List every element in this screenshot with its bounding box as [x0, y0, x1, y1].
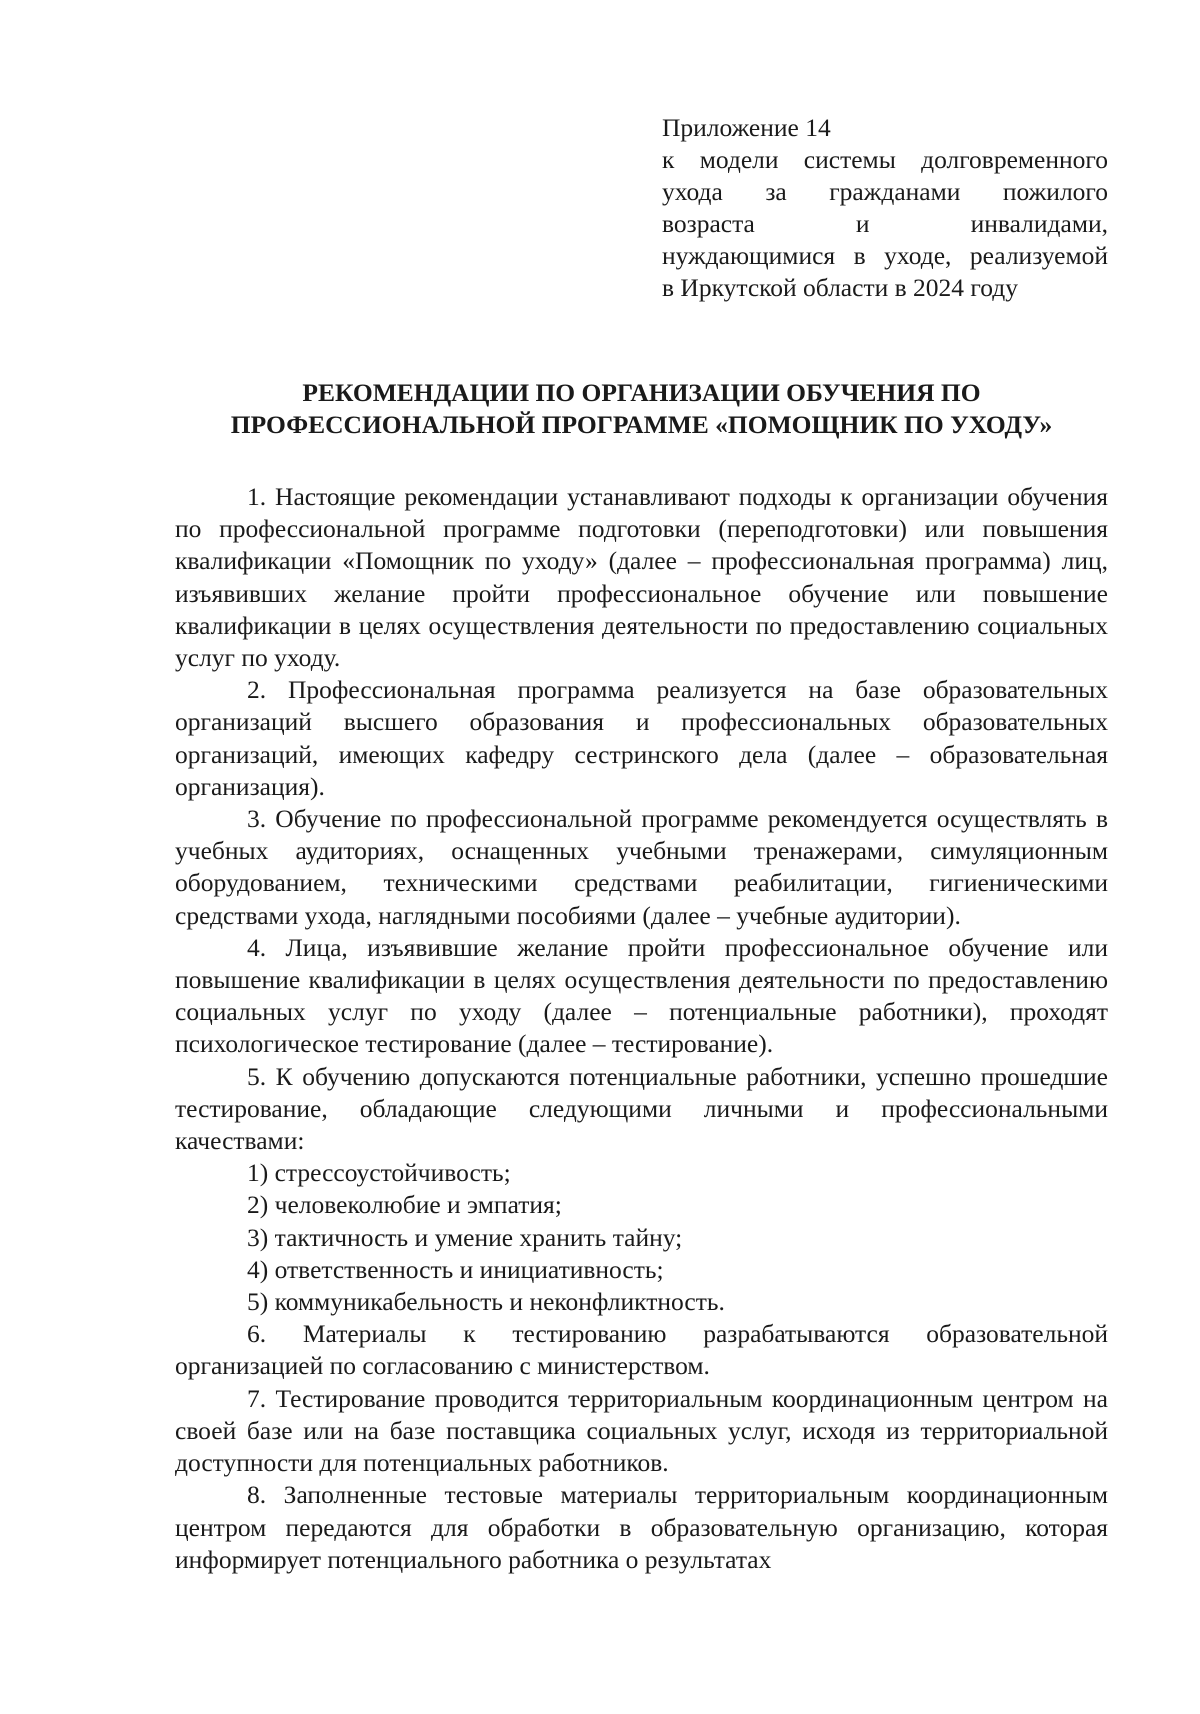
- title-line-2: ПРОФЕССИОНАЛЬНОЙ ПРОГРАММЕ «ПОМОЩНИК ПО УХОДУ»: [230, 410, 1053, 439]
- appendix-line: нуждающимися в уходе, реализуемой: [662, 241, 1108, 270]
- quality-item: 3) тактичность и умение хранить тайну;: [247, 1222, 683, 1252]
- appendix-line: ухода за гражданами пожилого: [662, 177, 1108, 206]
- paragraph-4: 4. Лица, изъявившие желание пройти профессиональное обучение или повышение квалификации в целях осуществления деятельности по предоставлению социальных услуг по уходу (далее – потенциальные работники), проходят психологическое тестирование (далее – тестирование).: [175, 932, 1108, 1059]
- appendix-line: Приложение 14: [662, 113, 831, 142]
- paragraph-3: 3. Обучение по профессиональной программе рекомендуется осуществлять в учебных аудиториях, оснащенных учебными тренажерами, симуляционным оборудованием, техническими средствами реабилитации, гигиеническими средствами ухода, наглядными пособиями (далее – учебные аудитории).: [175, 804, 1108, 930]
- document-title: [175, 377, 1108, 441]
- paragraph-6: 6. Материалы к тестированию разрабатываются образовательной организацией по согласованию с министерством.: [175, 1319, 1108, 1381]
- appendix-line: к модели системы долговременного: [662, 145, 1108, 174]
- paragraph-8: 8. Заполненные тестовые материалы территориальным координационным центром передаются для обработки в образовательную организацию, которая информирует потенциального работника о результатах: [175, 1480, 1108, 1574]
- paragraph-2: 2. Профессиональная программа реализуется на базе образовательных организаций высшего образования и профессиональных образовательных организаций, имеющих кафедру сестринского дела (далее – образовательная организация).: [175, 675, 1108, 801]
- appendix-line: возраста и инвалидами,: [662, 209, 1108, 238]
- paragraph-5: 5. К обучению допускаются потенциальные работники, успешно прошедшие тестирование, обладающие следующими личными и профессиональными качествами:: [175, 1061, 1108, 1156]
- paragraph-1: 1. Настоящие рекомендации устанавливают подходы к организации обучения по профессиональной программе подготовки (переподготовки) или повышения квалификации «Помощник по уходу» (далее – профессиональная программа) лиц, изъявивших желание пройти профессиональное обучение или повышение квалификации в целях осуществления деятельности по предоставлению социальных услуг по уходу.: [175, 482, 1108, 673]
- quality-item: 5) коммуникабельность и неконфликтность.: [247, 1287, 725, 1317]
- paragraph-7: 7. Тестирование проводится территориальным координационным центром на своей базе или на базе поставщика социальных услуг, исходя из территориальной доступности для потенциальных работников.: [175, 1383, 1108, 1478]
- document-body: [175, 481, 1108, 1576]
- title-line-1: РЕКОМЕНДАЦИИ ПО ОРГАНИЗАЦИИ ОБУЧЕНИЯ ПО: [302, 378, 981, 407]
- quality-item: 2) человеколюбие и эмпатия;: [247, 1190, 562, 1220]
- appendix-line: в Иркутской области в 2024 году: [662, 273, 1018, 302]
- appendix-header: [662, 112, 1108, 304]
- quality-item: 1) стрессоустойчивость;: [247, 1158, 511, 1188]
- quality-item: 4) ответственность и инициативность;: [247, 1254, 664, 1284]
